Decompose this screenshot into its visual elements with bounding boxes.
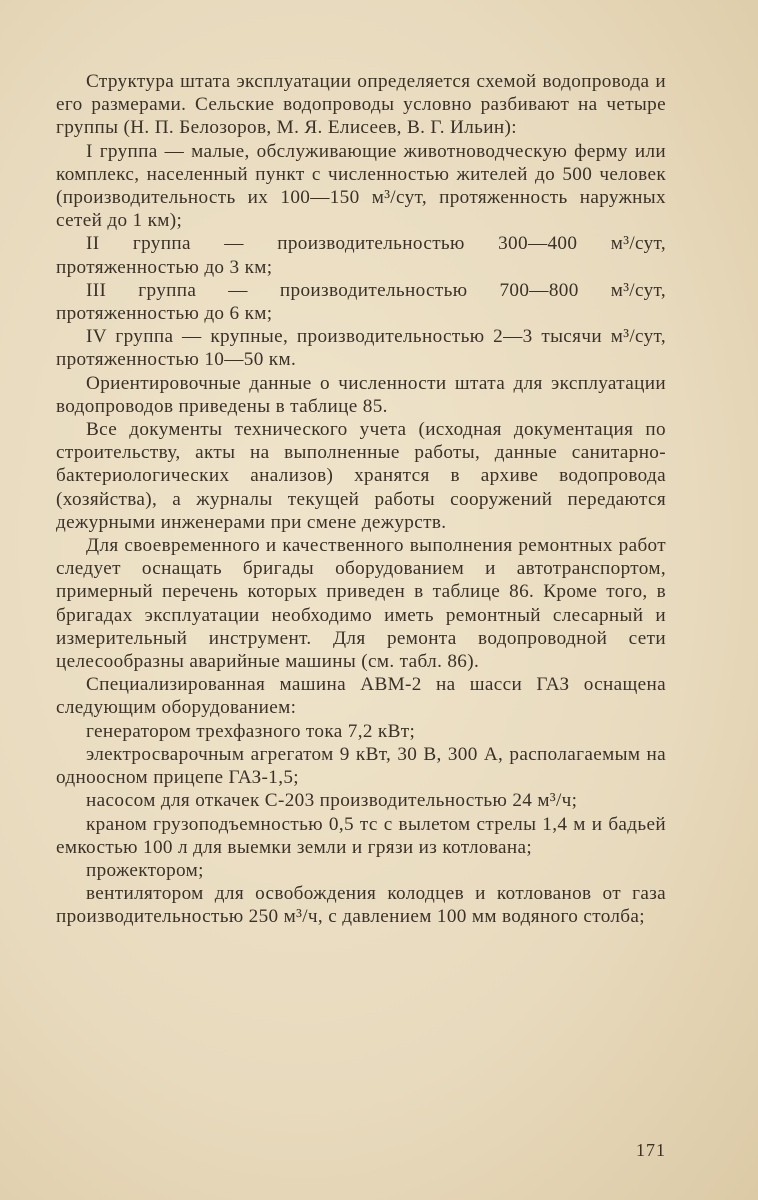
- paragraph: Специализированная машина АВМ-2 на шасси ГАЗ оснащена следующим оборудованием:: [56, 674, 666, 719]
- list-item: насосом для откачек С-203 производительностью 24 м³/ч;: [86, 790, 578, 812]
- list-item: прожектором;: [86, 859, 204, 881]
- paragraph: Все документы технического учета (исходная документация по строительству, акты на выполненные работы, данные санитарно-бактериологических анализов) хранятся в архиве водопровода (хозяйства), а журналы текущей работы сооружений передаются дежурными инженерами при смене дежурств.: [56, 419, 666, 533]
- paragraph: II группа — производительностью 300—400 м³/сут, протяженностью до 3 км;: [56, 233, 666, 278]
- paragraph: III группа — производительностью 700—800 м³/сут, протяженностью до 6 км;: [56, 279, 666, 325]
- list-item: краном грузоподъемностью 0,5 тс с вылетом стрелы 1,4 м и бадьей емкостью 100 л для выемки земли и грязи из котлована;: [56, 813, 666, 858]
- paragraph: IV группа — крупные, производительностью 2—3 тысячи м³/сут, протяженностью 10—50 км.: [56, 326, 666, 371]
- list-item: вентилятором для освобождения колодцев и котлованов от газа производительностью 250 м³/ч, с давлением 100 мм водяного столба;: [56, 883, 666, 928]
- list-item: электросварочным агрегатом 9 кВт, 30 В, 300 А, располагаемым на одноосном прицепе ГАЗ-1,5;: [56, 743, 666, 789]
- body-text: [56, 70, 666, 929]
- paragraph: Структура штата эксплуатации определяется схемой водопровода и его размерами. Сельские водопроводы условно разбивают на четыре группы (Н. П. Белозоров, М. Я. Елисеев, В. Г. Ильин):: [56, 71, 666, 139]
- paragraph: Для своевременного и качественного выполнения ремонтных работ следует оснащать бригады оборудованием и автотранспортом, примерный перечень которых приведен в таблице 86. Кроме того, в бригадах эксплуатации необходимо иметь ремонтный слесарный и измерительный инструмент. Для ремонта водопроводной сети целесообразны аварийные машины (см. табл. 86).: [56, 535, 666, 673]
- page-number: 171: [636, 1140, 666, 1160]
- paragraph: Ориентировочные данные о численности штата для эксплуатации водопроводов приведены в таблице 85.: [56, 372, 666, 417]
- list-item: генератором трехфазного тока 7,2 кВт;: [86, 720, 416, 742]
- paragraph: I группа — малые, обслуживающие животноводческую ферму или комплекс, населенный пункт с численностью жителей до 500 человек (производительность их 100—150 м³/сут, протяженность наружных сетей до 1 км);: [56, 140, 666, 232]
